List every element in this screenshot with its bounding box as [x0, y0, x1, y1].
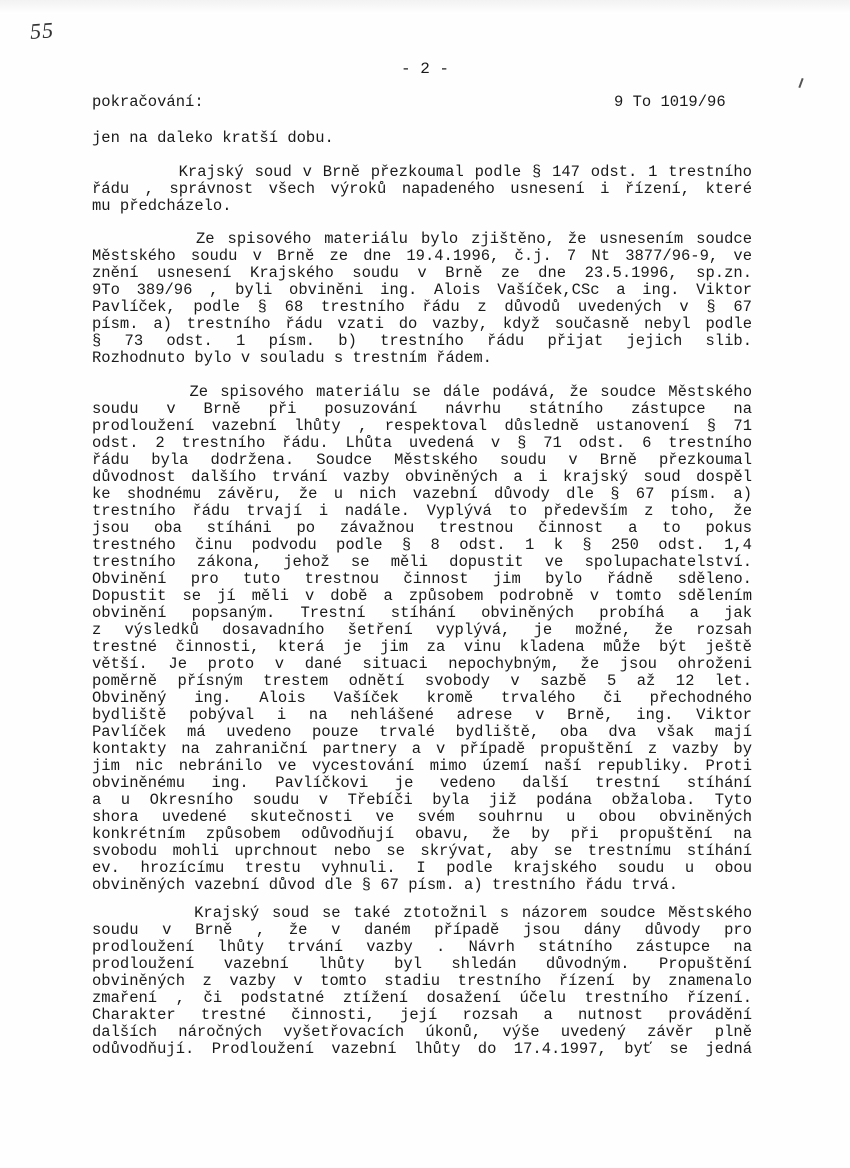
text-line: větší. Je proto v dané situaci nepochybným, že jsou ohroženi: [92, 655, 752, 673]
text-line: odůvodňují. Prodloužení vazební lhůty do 17.4.1997, byť se jedná: [92, 1040, 752, 1058]
text-line: obviněnému ing. Pavlíčkovi je vedeno další trestní stíhání: [92, 774, 752, 792]
text-line: obviněných z vazby v tomto stadiu trestního řízení by znamenalo: [92, 972, 752, 990]
text-line: jen na daleko kratší dobu.: [92, 129, 334, 147]
text-line: Dopustit se jí měli v době a způsobem podrobně v tomto sdělením: [92, 587, 752, 605]
text-line: řádu , správnost všech výroků napadeného usnesení i řízení, které: [92, 180, 752, 198]
text-line: jsou oba stíháni po závažnou trestnou činnost a to pokus: [92, 519, 752, 537]
text-line: Krajský soud v Brně přezkoumal podle § 147 odst. 1 trestního: [92, 163, 752, 181]
text-line: obviněných vazební důvod dle § 67 písm. a) trestního řádu trvá.: [92, 876, 678, 894]
text-line: Obvinění pro tuto trestnou činnost jim bylo řádně sděleno.: [92, 570, 752, 588]
text-line: Ze spisového materiálu se dále podává, že soudce Městského: [92, 383, 752, 401]
stray-mark: [798, 78, 803, 88]
text-line: Pavlíček, podle § 68 trestního řádu z důvodů uvedených v § 67: [92, 298, 752, 316]
text-line: obvinění popsaným. Trestní stíhání obviněných probíhá a jak: [92, 604, 752, 622]
text-line: trestného činu podvodu podle § 8 odst. 1 k § 250 odst. 1,4: [92, 536, 752, 554]
paragraph: [92, 130, 752, 147]
text-line: ke shodnému závěru, že u nich vazební důvody dle § 67 písm. a): [92, 485, 752, 503]
text-line: odst. 2 trestního řádu. Lhůta uvedená v § 71 odst. 6 trestního: [92, 434, 752, 452]
text-line: svobodu mohli uprchnout nebo se skrývat, aby se trestnímu stíhání: [92, 842, 752, 860]
text-line: soudu v Brně při posuzování návrhu státního zástupce na: [92, 400, 752, 418]
text-line: a u Okresního soudu v Třebíči byla již podána obžaloba. Tyto: [92, 791, 752, 809]
text-line: důvodnost dalšího trvání vazby obviněných a i krajský soud dospěl: [92, 468, 752, 486]
text-line: Pavlíček má uvedeno pouze trvalé bydliště, oba dva však mají: [92, 723, 752, 741]
scan-top-edge: [0, 0, 850, 14]
text-line: ev. hrozícímu trestu vyhnuli. I podle krajského soudu u obou: [92, 859, 752, 877]
continuation-label: pokračování:: [92, 93, 204, 111]
text-line: z výsledků dosavadního šetření vyplývá, je možné, že rozsah: [92, 621, 752, 639]
text-line: prodloužení lhůty trvání vazby . Návrh státního zástupce na: [92, 938, 752, 956]
text-line: Rozhodnuto bylo v souladu s trestním řádem.: [92, 349, 492, 367]
text-line: trestního zákona, jehož se měli dopustit ve spolupachatelství.: [92, 553, 752, 571]
paragraph: [92, 905, 752, 1058]
paragraph: [92, 164, 752, 215]
text-line: Ze spisového materiálu bylo zjištěno, že usnesením soudce: [92, 230, 752, 248]
text-line: shora uvedené skutečnosti ve svém souhrnu u obou obviněných: [92, 808, 752, 826]
text-line: trestního řádu trvají i nadále. Vyplývá to především z toho, že: [92, 502, 752, 520]
text-line: mu předcházelo.: [92, 197, 232, 215]
text-line: § 73 odst. 1 písm. b) trestního řádu přijat jejich slib.: [92, 332, 752, 350]
text-line: 9To 389/96 , byli obviněni ing. Alois Vašíček,CSc a ing. Viktor: [92, 281, 752, 299]
text-line: znění usnesení Krajského soudu v Brně ze dne 23.5.1996, sp.zn.: [92, 264, 752, 282]
text-line: konkrétním způsobem odůvodňují obavu, že by při propuštění na: [92, 825, 752, 843]
text-line: poměrně přísným trestem odnětí svobody v sazbě 5 až 12 let.: [92, 672, 752, 690]
text-line: zmaření , či podstatné ztížení dosažení účelu trestního řízení.: [92, 989, 752, 1007]
text-line: řádu byla dodržena. Soudce Městského soudu v Brně přezkoumal: [92, 451, 752, 469]
case-number: 9 To 1019/96: [614, 93, 726, 111]
text-line: písm. a) trestního řádu vzati do vazby, když současně nebyl podle: [92, 315, 752, 333]
text-line: Městského soudu v Brně ze dne 19.4.1996, č.j. 7 Nt 3877/96-9, ve: [92, 247, 752, 265]
paragraph: [92, 384, 752, 894]
text-line: Obviněný ing. Alois Vašíček kromě trvalého či přechodného: [92, 689, 752, 707]
text-line: dalších náročných vyšetřovacích úkonů, výše uvedený závěr plně: [92, 1023, 752, 1041]
text-line: Charakter trestné činnosti, její rozsah a nutnost provádění: [92, 1006, 752, 1024]
text-line: kontakty na zahraniční partnery a v případě propuštění z vazby by: [92, 740, 752, 758]
text-line: prodloužení vazební lhůty , respektoval důsledně ustanovení § 71: [92, 417, 752, 435]
text-line: bydliště pobýval i na nehlášené adrese v Brně, ing. Viktor: [92, 706, 752, 724]
folio-number: 55: [29, 17, 55, 44]
text-line: Krajský soud se také ztotožnil s názorem soudce Městského: [92, 904, 752, 922]
page-number: - 2 -: [400, 60, 449, 78]
text-line: soudu v Brně , že v daném případě jsou dány důvody pro: [92, 921, 752, 939]
text-line: prodloužení vazební lhůty byl shledán důvodným. Propuštění: [92, 955, 752, 973]
paragraph: [92, 231, 752, 367]
text-line: jim nic nebránilo ve vycestování mimo území naší republiky. Proti: [92, 757, 752, 775]
text-line: trestné činnosti, která je jim za vinu kladena může být ještě: [92, 638, 752, 656]
